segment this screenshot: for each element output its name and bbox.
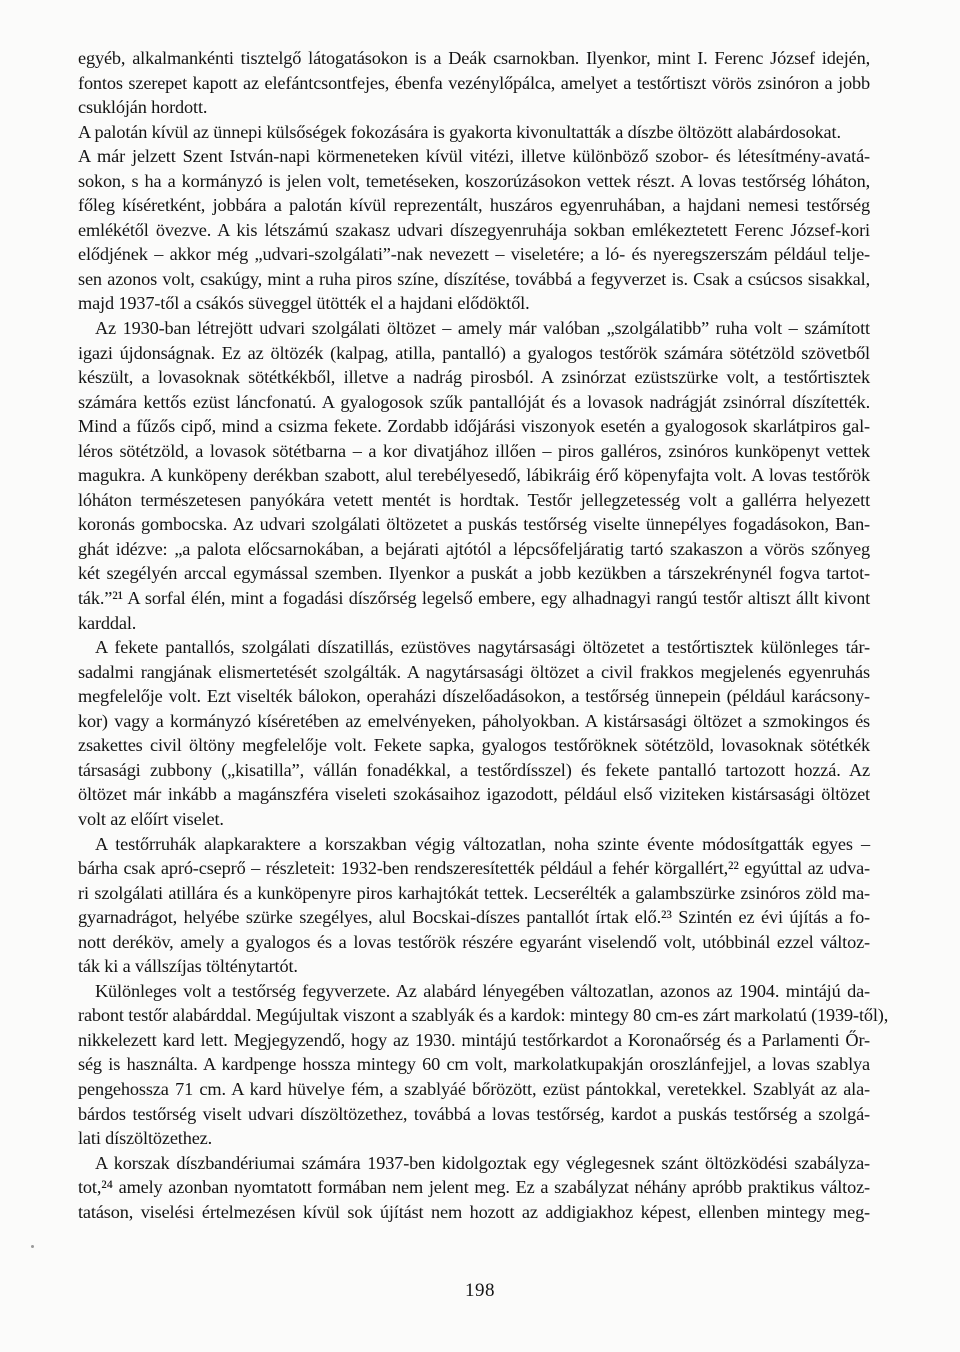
text-line: koronás gombocska. Az udvari szolgálati öltözetet a puskás testőrség viselte ünnepélyes fogadásokon, Ban- — [78, 514, 870, 535]
text-line: igazi újdonságnak. Ez az öltözék (kalpag, atilla, pantalló) a gyalogos testőrök számára sötétzöld szövetből — [78, 342, 870, 363]
text-line: zsakettes civil öltöny megfelelője volt. Fekete sapka, gyalogos testőröknek sötétzöld, lovasoknak sötétkék — [78, 735, 870, 756]
text-line: kor) vagy a kormányzó kíséretében az emelvényeken, páholyokban. A kistársasági öltözet a szmokingos és — [78, 710, 870, 731]
text-line: tatáson, viselési értelmezésen kívül sok újítást nem hozott az addigiakhoz képest, ellenben mintegy meg- — [78, 1201, 870, 1222]
text-line: ghát idézve: „a palota előcsarnokában, a bejárati ajtótól a lépcsőfeljáratig tartó szakaszon a vörös szőnyeg — [78, 538, 870, 559]
text-line: Mind a fűzős cipő, mind a csizma fekete. Zordabb időjárási viszonyok esetén a gyalogosok skarlátpiros gal- — [78, 416, 870, 437]
text-line: karddal. — [78, 612, 137, 633]
text-line: ták ki a vállszíjas tölténytartót. — [78, 956, 298, 977]
text-line: főleg kíséretként, jobbára a palotán kívül reprezentált, huszáros egyenruhában, a hajdani nemesi testőrség — [78, 195, 870, 216]
text-line: készült, a lovasoknak sötétkékből, illetve a nadrág pirosból. A zsinórzat ezüstszürke volt, a testőrtisztek — [78, 367, 870, 388]
text-line: lati díszöltözethez. — [78, 1128, 213, 1149]
margin-dot — [31, 1245, 34, 1248]
text-line: ség is használta. A kardpenge hossza mintegy 60 cm volt, markolatkupakján oroszlánfejjel, a lovas szablya — [78, 1054, 870, 1075]
text-line: nikkelezett kard lett. Megjegyzendő, hogy az 1930. mintájú testőrkardot a Koronaőrség és a Parlamenti Őr- — [78, 1029, 870, 1050]
text-line: elődjének – akkor még „udvari-szolgálati”-nak nevezett – viseletére; a ló- és nyeregszerszám például telje- — [78, 244, 870, 265]
text-line: sen azonos volt, csakúgy, mint a ruha piros színe, díszítése, továbbá a fegyverzet is. Csak a csúcsos sisakkal, — [78, 268, 870, 289]
text-line: gyarnadrágot, helyébe szürke szegélyes, alul Bocskai-díszes pantallót írtak elő.²³ Szintén ez évi újítás a fo- — [78, 907, 870, 928]
text-line: magukra. A kunköpeny derékban szabott, alul terebélyesedő, lábikráig érő köpenyfajta volt. A lovas testőrök — [78, 465, 870, 486]
text-line: A már jelzett Szent István-napi körmeneteken kívül vitézi, illetve különböző szobor- és létesítmény-avatá- — [78, 146, 870, 167]
text-line: ták.”²¹ A sorfal élén, mint a fogadási díszőrség legelső embere, egy alhadnagyi rangú testőr altiszt állt kivont — [78, 588, 870, 609]
text-line: számára kettős ezüst láncfonatú. A gyalogosok szűk pantallóját és a lovasok nadrágját zsinórral díszítették. — [78, 391, 870, 412]
body-text — [78, 46, 889, 1224]
text-line: lóháton természetesen panyókára vetett mentét is hordtak. Testőr jellegzetesség volt a gallérra helyezett — [78, 489, 870, 510]
text-line: egyéb, alkalmankénti tisztelgő látogatásokon is a Deák csarnokban. Ilyenkor, mint I. Ferenc József idején, — [78, 48, 870, 68]
text-line: megfelelője volt. Ezt viselték bálokon, operaházi díszelőadásokon, a testőrség ünnepein (például karácsony- — [78, 686, 870, 707]
text-line: Az 1930-ban létrejött udvari szolgálati öltözet – amely már valóban „szolgálatibb” ruha volt – számított — [95, 318, 870, 339]
text-line: csuklóján hordott. — [78, 97, 208, 118]
text-line: rabont testőr alabárddal. Megújultak viszont a szablyák és a kardok: mintegy 80 cm-es zárt markolatú (1939-től), — [78, 1005, 889, 1026]
text-line: tot,²⁴ amely azonban nyomtatott formában nem jelent meg. Ez a szabályzat néhány apróbb praktikus változ- — [78, 1177, 870, 1198]
text-line: öltözet már inkább a magánszféra viseleti szokásaihoz igazodott, például első viziteken kistársasági öltözet — [78, 784, 870, 805]
text-line: emlékétől övezve. A kis létszámú szakasz udvari díszegyenruhája sokban emlékeztetett Ferenc József-kori — [78, 219, 870, 240]
text-line: volt az előírt viselet. — [78, 808, 224, 829]
text-line: A testőrruhák alapkaraktere a korszakban végig változatlan, noha szinte évente módosítgatták egyes – — [95, 833, 870, 854]
text-line: A palotán kívül az ünnepi külsőségek fokozására is gyakorta kivonultatták a díszbe öltözött alabárdosokat. — [78, 121, 841, 142]
text-line: nott deréköv, amely a gyalogos és a lovas testőrök részére egyaránt viselendő volt, utóbbinál ezzel változ- — [78, 931, 870, 952]
text-line: bárdos testőrség viselt udvari díszöltözethez, továbbá a lovas testőrség, kardot a puskás testőrség a szolgá- — [78, 1103, 870, 1124]
text-line: bárha csak apró-cseprő – részleteit: 1932-ben rendszeresítették például a fehér körgallért,²² egyúttal az udva- — [78, 858, 870, 879]
text-line: pengehossza 71 cm. A kard hüvelye fém, a szablyáé bőrözött, ezüst pántokkal, veretekkel. Szablyát az ala- — [78, 1078, 870, 1099]
text-line: ri szolgálati atillára és a kunköpenyre piros karhajtókát tettek. Lecserélték a galambszürke zsinóros zöld ma- — [78, 882, 870, 903]
text-line: Különleges volt a testőrség fegyverzete. Az alabárd lényegében változatlan, azonos az 1904. mintájú da- — [95, 980, 870, 1001]
text-line: léros sötétzöld, a lovasok sötétbarna – a kor divatjához illően – piros galléros, zsinóros kunköpenyt vettek — [78, 440, 870, 461]
text-line: A korszak díszbandériumai számára 1937-ben kidolgoztak egy véglegesnek szánt öltözködési szabályza- — [95, 1152, 870, 1173]
text-line: sokon, s ha a kormányzó is jelen volt, temetéseken, koszorúzásokon vettek részt. A lovas testőrség lóháton, — [78, 170, 870, 191]
text-line: fontos szerepet kapott az elefántcsontfejes, ébenfa vezénylőpálca, amelyet a testőrtiszt vörös zsinóron a jobb — [78, 72, 870, 93]
text-line: sadalmi rangjának elismertetését szolgálták. A nagytársasági öltözet a civil frakkos megjelenés egyenruhás — [78, 661, 870, 682]
text-line: majd 1937-től a csákós süveggel ütötték el a hajdani elődöktől. — [78, 293, 530, 314]
text-line: A fekete pantallós, szolgálati díszatillás, ezüstöves nagytársasági öltözetet a testőrtisztek különleges tár- — [95, 637, 870, 658]
text-line: két szegélyén arccal egymással szemben. Ilyenkor a puskát a jobb kezükben a társzekrénynél fogva tartot- — [78, 563, 870, 584]
text-line: társasági zubbony („kisatilla”, vállán fonadékkal, a testőrdísszel) és fekete pantalló tartozott hozzá. Az — [78, 759, 870, 780]
page-number: 198 — [465, 1280, 495, 1301]
